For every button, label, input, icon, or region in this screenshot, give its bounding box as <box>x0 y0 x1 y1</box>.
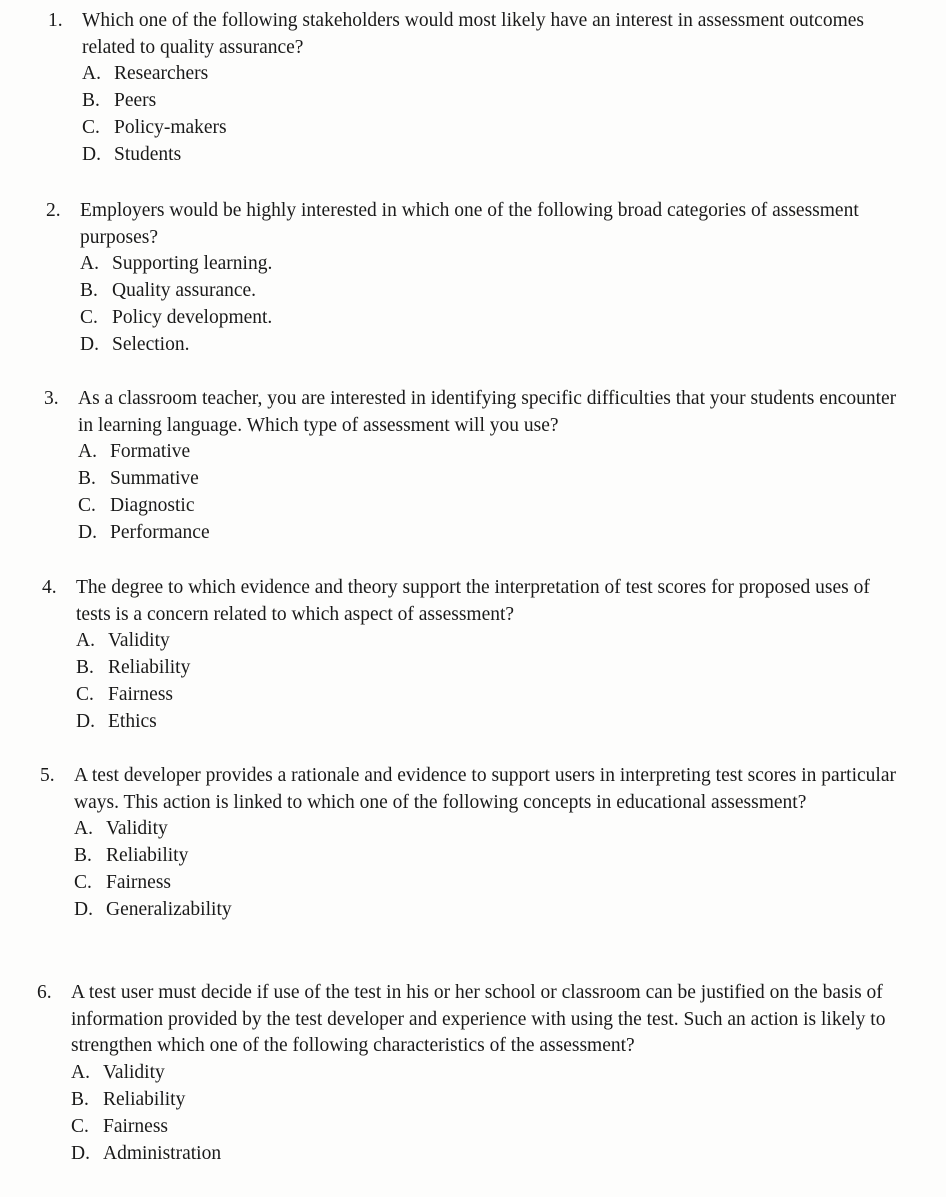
option-text: Ethics <box>108 711 157 732</box>
option-d <box>80 332 862 359</box>
option-text: Diagnostic <box>110 495 195 516</box>
option-c <box>82 115 878 142</box>
option-text: Reliability <box>106 845 189 866</box>
option-b <box>78 466 904 493</box>
option-letter: D. <box>82 144 101 165</box>
option-list <box>74 816 902 924</box>
option-letter: C. <box>76 684 94 705</box>
option-text: Policy-makers <box>114 117 227 138</box>
question-4 <box>42 575 902 736</box>
option-text: Fairness <box>108 684 173 705</box>
option-letter: B. <box>78 468 96 489</box>
option-list <box>80 251 862 359</box>
option-d <box>76 709 902 736</box>
option-letter: D. <box>80 334 99 355</box>
option-text: Peers <box>114 90 157 111</box>
option-text: Researchers <box>114 63 209 84</box>
option-c <box>76 682 902 709</box>
option-letter: B. <box>74 845 92 866</box>
option-letter: D. <box>78 522 97 543</box>
option-text: Validity <box>108 630 170 651</box>
option-letter: B. <box>82 90 100 111</box>
question-stem: The degree to which evidence and theory support the interpretation of test scores for proposed uses of tests is a concern related to which aspect of assessment? <box>76 577 870 625</box>
option-letter: A. <box>78 441 97 462</box>
option-list <box>82 61 878 169</box>
question-number: 2. <box>46 200 61 221</box>
option-c <box>74 870 902 897</box>
option-c <box>78 493 904 520</box>
option-c <box>71 1114 903 1141</box>
option-text: Generalizability <box>106 899 232 920</box>
question-5 <box>40 763 902 924</box>
question-number: 4. <box>42 577 57 598</box>
option-text: Supporting learning. <box>112 253 273 274</box>
option-a <box>76 628 902 655</box>
option-d <box>71 1141 903 1168</box>
option-text: Students <box>114 144 182 165</box>
option-text: Quality assurance. <box>112 280 257 301</box>
option-letter: A. <box>80 253 99 274</box>
option-text: Formative <box>110 441 191 462</box>
option-letter: B. <box>71 1088 89 1110</box>
option-d <box>74 897 902 924</box>
option-a <box>78 439 904 466</box>
option-text: Validity <box>103 1061 165 1083</box>
option-b <box>71 1087 903 1114</box>
option-list <box>76 628 902 736</box>
question-number: 6. <box>37 982 52 1003</box>
option-text: Performance <box>110 522 210 543</box>
option-a <box>82 61 878 88</box>
option-letter: C. <box>80 307 98 328</box>
option-text: Selection. <box>112 334 190 355</box>
question-2 <box>46 198 862 359</box>
option-b <box>76 655 902 682</box>
option-letter: A. <box>71 1061 90 1083</box>
option-letter: A. <box>74 818 93 839</box>
option-text: Administration <box>103 1142 222 1164</box>
option-text: Policy development. <box>112 307 273 328</box>
option-letter: A. <box>82 63 101 84</box>
question-1 <box>48 8 878 169</box>
question-6 <box>37 980 903 1168</box>
question-stem: Employers would be highly interested in which one of the following broad categories of assessment purposes? <box>80 200 859 248</box>
option-letter: B. <box>80 280 98 301</box>
question-number: 5. <box>40 765 55 786</box>
option-a <box>74 816 902 843</box>
option-letter: D. <box>71 1142 90 1164</box>
option-letter: D. <box>74 899 93 920</box>
option-d <box>78 520 904 547</box>
question-stem: Which one of the following stakeholders would most likely have an interest in assessment outcomes related to quality assurance? <box>82 10 864 58</box>
option-c <box>80 305 862 332</box>
option-list <box>78 439 904 547</box>
option-letter: C. <box>74 872 92 893</box>
question-stem: As a classroom teacher, you are interested in identifying specific difficulties that your students encounter in learning language. Which type of assessment will you use? <box>78 388 897 436</box>
question-number: 1. <box>48 10 63 31</box>
question-stem: A test user must decide if use of the test in his or her school or classroom can be justified on the basis of information provided by the test developer and experience with using the test. Such an action is likely to strengthen which one of the following characteristics of the assessment? <box>71 982 886 1056</box>
option-d <box>82 142 878 169</box>
option-b <box>74 843 902 870</box>
option-letter: C. <box>82 117 100 138</box>
question-3 <box>44 386 904 547</box>
option-a <box>71 1060 903 1087</box>
option-letter: D. <box>76 711 95 732</box>
option-text: Summative <box>110 468 199 489</box>
option-text: Fairness <box>106 872 171 893</box>
option-letter: A. <box>76 630 95 651</box>
option-b <box>82 88 878 115</box>
option-letter: C. <box>78 495 96 516</box>
option-letter: B. <box>76 657 94 678</box>
option-a <box>80 251 862 278</box>
option-text: Validity <box>106 818 168 839</box>
option-text: Reliability <box>108 657 191 678</box>
option-text: Fairness <box>103 1115 168 1137</box>
question-stem: A test developer provides a rationale and evidence to support users in interpreting test scores in particular ways. This action is linked to which one of the following concepts in educational assessment? <box>74 765 896 813</box>
option-text: Reliability <box>103 1088 186 1110</box>
question-number: 3. <box>44 388 59 409</box>
option-list <box>71 1060 903 1168</box>
option-letter: C. <box>71 1115 89 1137</box>
option-b <box>80 278 862 305</box>
